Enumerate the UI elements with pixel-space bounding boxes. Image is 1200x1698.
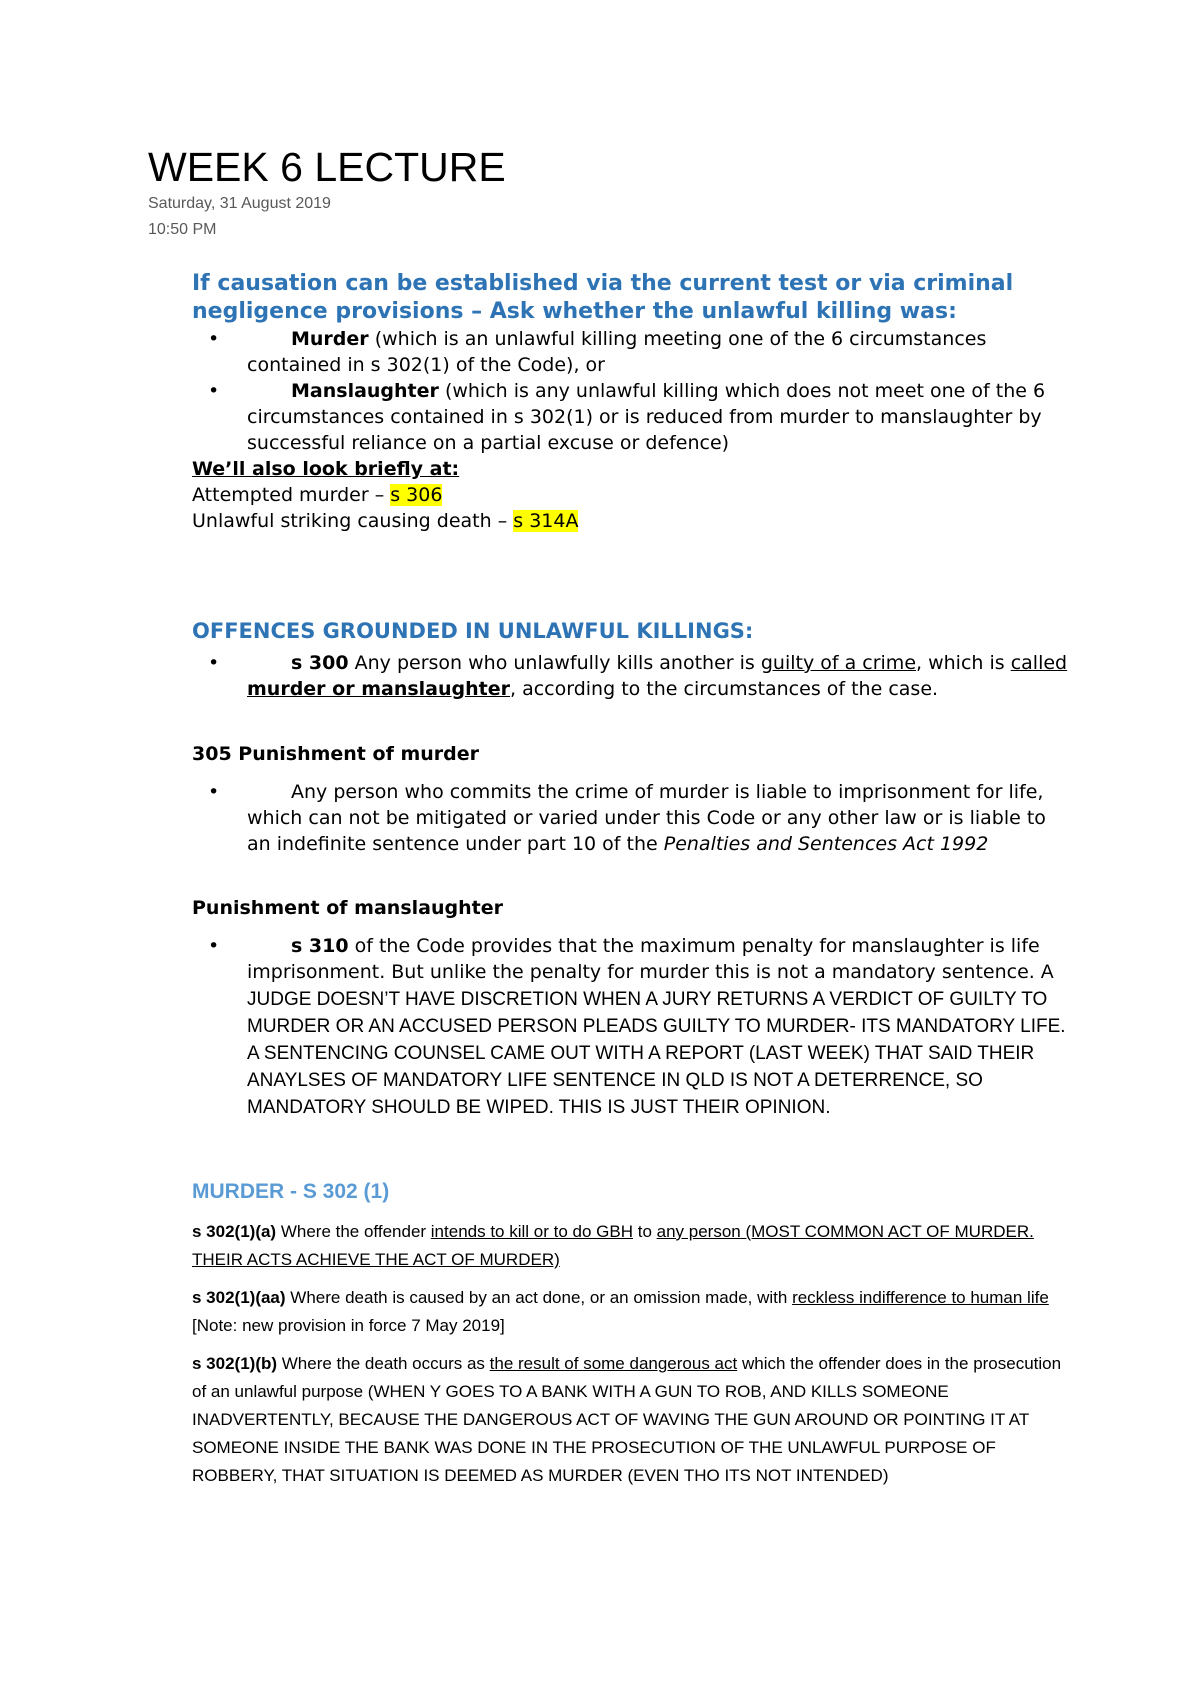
punishment-manslaughter-section	[192, 895, 1072, 1121]
s302-1b-paragraph: s 302(1)(b) Where the death occurs as the result of some dangerous act which the offender does in the prosecution of an unlawful purpose (WHEN Y GOES TO A BANK WITH A GUN TO ROB, AND KILLS SOMEONE INADVERTENTLY, BECAUSE THE DANGEROUS ACT OF WAVING THE GUN AROUND OR POINTING IT AT SOMEONE INSIDE THE BANK WAS DONE IN THE PROSECUTION OF THE UNLAWFUL PURPOSE OF ROBBERY, THAT SITUATION IS DEEMED AS MURDER (EVEN THO ITS NOT INTENDED)	[192, 1354, 1062, 1485]
punishment-manslaughter-list	[192, 933, 1072, 1121]
guilty-of-crime-text: guilty of a crime	[760, 652, 917, 674]
punishment-murder-list	[192, 779, 1072, 857]
killing-types-list	[192, 326, 1072, 456]
murder-s302-section	[192, 1178, 1072, 1490]
list-item	[192, 326, 1072, 378]
bullet-icon: •	[208, 935, 220, 957]
page-title: WEEK 6 LECTURE	[148, 144, 506, 190]
punishment-murder-heading: 305 Punishment of murder	[192, 743, 479, 765]
lecture-note-caps: A JUDGE DOESN’T HAVE DISCRETION WHEN A JURY RETURNS A VERDICT OF GUILTY TO MURDER OR AN ACCUSED PERSON PLEADS GUILTY TO MURDER- ITS MANDATORY LIFE. A SENTENCING COUNSEL CAME OUT WITH A REPORT (LAST WEEK) THAT SAID THEIR ANAYLSES OF MANDATORY LIFE SENTENCE IN QLD IS NOT A DETERRENCE, SO MANDATORY SHOULD BE WIPED. THIS IS JUST THEIR OPINION.	[247, 962, 1066, 1118]
section-306-highlight: s 306	[390, 484, 443, 506]
murder-s302-heading: MURDER - S 302 (1)	[192, 1180, 390, 1203]
offences-section	[192, 617, 1072, 702]
unlawful-striking-line: Unlawful striking causing death – s 314A	[192, 510, 579, 532]
bullet-icon: •	[208, 652, 220, 674]
murder-description: (which is an unlawful killing meeting one of the 6 circumstances contained in s 302(1) of the Code), or	[247, 328, 987, 376]
list-item: • s 300 Any person who unlawfully kills another is guilty of a crime, which is called murder or manslaughter, according to the circumstances of the case.	[208, 652, 1068, 700]
attempted-murder-line: Attempted murder – s 306	[192, 484, 443, 506]
punishment-manslaughter-heading: Punishment of manslaughter	[192, 897, 503, 919]
murder-or-manslaughter-text: murder or manslaughter	[247, 678, 510, 700]
intro-heading: If causation can be established via the current test or via criminal negligence provisions – Ask whether the unlawful killing was:	[192, 271, 1014, 324]
bullet-icon: •	[208, 380, 220, 402]
s302-1aa-paragraph: s 302(1)(aa) Where death is caused by an act done, or an omission made, with reckless indifference to human life [Note: new provision in force 7 May 2019]	[192, 1288, 1049, 1335]
penalties-act-title: Penalties and Sentences Act 1992	[663, 833, 989, 855]
list-item	[192, 378, 1072, 456]
bullet-icon: •	[208, 328, 220, 350]
manslaughter-term: Manslaughter	[291, 380, 439, 402]
punishment-murder-section	[192, 741, 1072, 857]
s300-term: s 300	[291, 652, 349, 674]
intro-section	[192, 270, 1072, 534]
s302-1a-paragraph: s 302(1)(a) Where the offender intends to kill or to do GBH to any person (MOST COMMON ACT OF MURDER. THEIR ACTS ACHIEVE THE ACT OF MURDER)	[192, 1222, 1034, 1269]
list-item: • Any person who commits the crime of murder is liable to imprisonment for life, which can not be mitigated or varied under this Code or any other law or is liable to an indefinite sentence under part 10 of the Penalties and Sentences Act 1992	[208, 781, 1046, 855]
also-look-heading: We’ll also look briefly at:	[192, 458, 460, 480]
offences-heading: OFFENCES GROUNDED IN UNLAWFUL KILLINGS:	[192, 619, 754, 643]
murder-term: Murder	[291, 328, 369, 350]
list-item: • s 310 of the Code provides that the maximum penalty for manslaughter is life imprisonment. But unlike the penalty for murder this is not a mandatory sentence. A JUDGE DOESN’T HAVE DISCRETION WHEN A JURY RETURNS A VERDICT OF GUILTY TO MURDER OR AN ACCUSED PERSON PLEADS GUILTY TO MURDER- ITS MANDATORY LIFE. A SENTENCING COUNSEL CAME OUT WITH A REPORT (LAST WEEK) THAT SAID THEIR ANAYLSES OF MANDATORY LIFE SENTENCE IN QLD IS NOT A DETERRENCE, SO MANDATORY SHOULD BE WIPED. THIS IS JUST THEIR OPINION.	[208, 935, 1066, 1118]
s310-term: s 310	[291, 935, 349, 957]
note-date: Saturday, 31 August 2019	[148, 195, 331, 212]
manslaughter-description: (which is any unlawful killing which does not meet one of the 6 circumstances contained in s 302(1) or is reduced from murder to manslaughter by successful reliance on a partial excuse or defence)	[247, 380, 1046, 454]
note-time: 10:50 PM	[148, 221, 217, 238]
bullet-icon: •	[208, 781, 220, 803]
section-314a-highlight: s 314A	[513, 510, 579, 532]
offences-list	[192, 650, 1072, 702]
